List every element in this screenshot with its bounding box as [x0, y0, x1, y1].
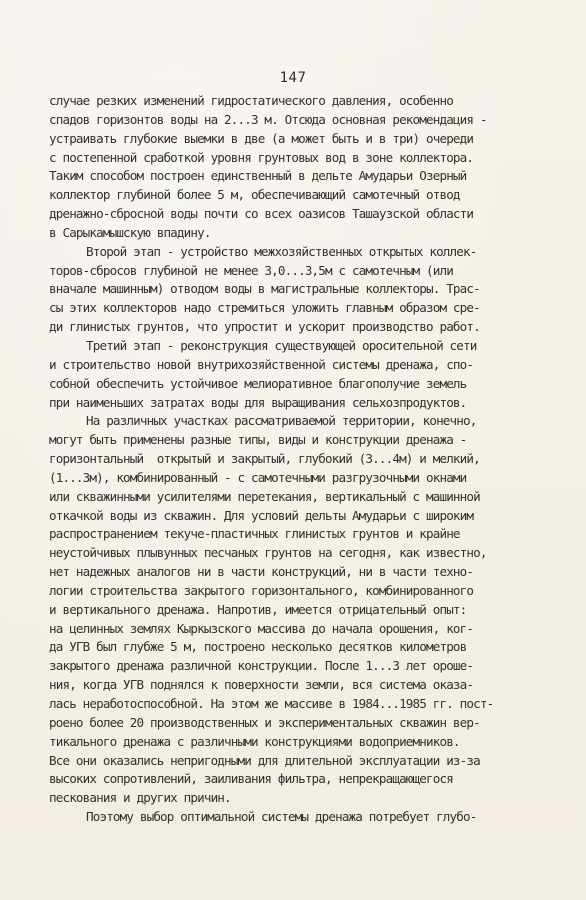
text-line: да УГВ был глубже 5 м, построено несколько десятков километров [49, 639, 467, 655]
text-line: Третий этап - реконструкция существующей оросительной сети [86, 337, 477, 353]
text-line: распространением текуче-пластичных глинистых грунтов и крайне [49, 526, 460, 542]
text-line: (1...3м), комбинированный - с самотечными разгрузочными окнами [49, 469, 467, 485]
text-line: пескования и других причин. [49, 790, 231, 806]
body-text [49, 92, 569, 827]
text-line: логии строительства закрытого горизонтального, комбинированного [49, 582, 474, 598]
text-line: откачкой воды из скважин. Для условий дельты Амударьи с широким [49, 507, 474, 523]
text-line: роено более 20 производственных и экспериментальных скважин вер- [49, 714, 480, 730]
text-line: Таким способом построен единственный в дельте Амударьи Озерный [49, 168, 467, 184]
text-line: нет надежных аналогов ни в части конструкций, ни в части техно- [49, 564, 474, 580]
text-line: дренажно-сбросной воды почти со всех оазисов Ташаузской области [49, 206, 474, 222]
text-line: горизонтальный открытый и закрытый, глубокий (3...4м) и мелкий, [49, 451, 480, 467]
text-line: лась неработоспособной. На этом же массиве в 1984...1985 гг. пост- [49, 696, 494, 711]
text-line: На различных участках рассматриваемой территории, конечно, [86, 413, 477, 429]
text-line: ния, когда УГВ поднялся к поверхности земли, вся система оказа- [49, 677, 474, 693]
text-line: тикального дренажа с различными конструкциями водоприемников. [49, 733, 460, 749]
text-line: неустойчивых плывунных песчаных грунтов на сегодня, как известно, [49, 545, 487, 561]
text-line: собной обеспечить устойчивое мелиоративное благополучие земель [49, 375, 467, 391]
text-line: и вертикального дренажа. Напротив, имеется отрицательный опыт: [49, 601, 467, 617]
text-line: или скважинными усилителями перетекания, вертикальный с машинной [49, 488, 480, 504]
text-line: ди глинистых грунтов, что упростит и ускорит производство работ. [49, 319, 480, 335]
text-line: устраивать глубокие выемки в две (а может быть и в три) очереди [49, 130, 474, 146]
text-line: в Сарыкамышскую впадину. [49, 224, 211, 240]
text-line: с постепенной сработкой уровня грунтовых вод в зоне коллектора. [49, 149, 474, 165]
text-line: сы этих коллекторов надо стремиться уложить главным образом сре- [49, 300, 480, 316]
text-line: на целинных землях Кыркызского массива до начала орошения, ког- [49, 620, 474, 636]
text-line: Второй этап - устройство межхозяйственных открытых коллек- [86, 243, 477, 259]
text-line: Все они оказались непригодными для длительной эксплуатации из-за [49, 752, 480, 768]
text-line: вначале машинным) отводом воды в магистральные коллекторы. Трас- [49, 281, 480, 297]
text-line: при наименьших затратах воды для выращивания сельхозпродуктов. [49, 394, 467, 410]
text-line: коллектор глубиной более 5 м, обеспечивающий самотечный отвод [49, 187, 460, 203]
page-number: 147 [279, 70, 307, 86]
text-line: высоких сопротивлений, заиливания фильтра, непрекращающегося [49, 771, 453, 787]
text-line: спадов горизонтов воды на 2...3 м. Отсюда основная рекомендация - [49, 111, 487, 127]
text-line: торов-сбросов глубиной не менее 3,0...3,5м с самотечным (или [49, 262, 453, 278]
text-line: случае резких изменений гидростатического давления, особенно [49, 93, 453, 108]
text-line: Поэтому выбор оптимальной системы дренажа потребует глубо- [86, 809, 477, 825]
text-line: закрытого дренажа различной конструкции. После 1...3 лет ороше- [49, 658, 474, 674]
text-line: и строительство новой внутрихозяйственной системы дренажа, спо- [49, 356, 474, 372]
text-line: могут быть применены разные типы, виды и конструкции дренажа - [49, 432, 467, 448]
